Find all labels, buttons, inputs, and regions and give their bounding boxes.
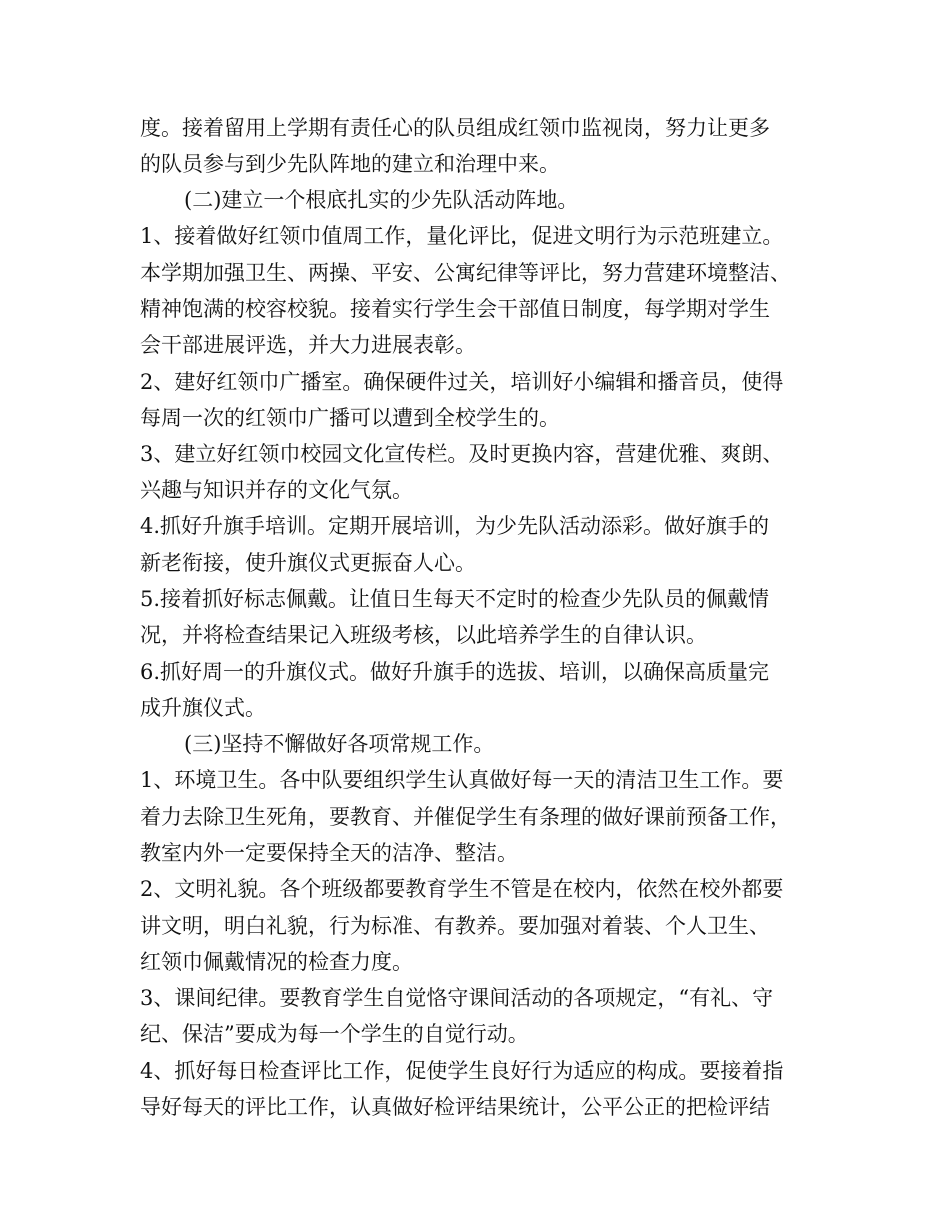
paragraph-line: 4、抓好每日检查评比工作，促使学生良好行为适应的构成。要接着指 [140,1059,784,1083]
paragraph-line: 讲文明，明白礼貌，行为标准、有教养。要加强对着装、个人卫生、 [140,914,770,938]
paragraph-line: 着力去除卫生死角，要教育、并催促学生有条理的做好课前预备工作， [140,805,791,829]
paragraph-line: 成升旗仪式。 [140,696,266,720]
paragraph-line: 2、建好红领巾广播室。确保硬件过关，培训好小编辑和播音员，使得 [140,370,784,394]
paragraph-line: 度。接着留用上学期有责任心的队员组成红领巾监视岗，努力让更多 [140,116,770,140]
section-heading: (二)建立一个根底扎实的少先队活动阵地。 [184,188,579,212]
paragraph-line: 本学期加强卫生、两操、平安、公寓纪律等评比，努力营建环境整洁、 [140,261,791,285]
paragraph-line: 4.抓好升旗手培训。定期开展培训，为少先队活动添彩。做好旗手的 [140,514,770,538]
paragraph-line: 2、文明礼貌。各个班级都要教育学生不管是在校内，依然在校外都要 [140,877,784,901]
paragraph-line: 导好每天的评比工作，认真做好检评结果统计，公平公正的把检评结 [140,1095,770,1119]
paragraph-line: 精神饱满的校容校貌。接着实行学生会干部值日制度，每学期对学生 [140,297,770,321]
paragraph-line: 纪、保洁”要成为每一个学生的自觉行动。 [140,1022,529,1046]
paragraph-line: 6.抓好周一的升旗仪式。做好升旗手的选拔、培训，以确保高质量完 [140,660,770,684]
paragraph-line: 的队员参与到少先队阵地的建立和治理中来。 [140,152,560,176]
paragraph-line: 兴趣与知识并存的文化气氛。 [140,478,413,502]
paragraph-line: 1、接着做好红领巾值周工作，量化评比，促进文明行为示范班建立。 [140,224,784,248]
paragraph-line: 新老衔接，使升旗仪式更振奋人心。 [140,551,476,575]
paragraph-line: 5.接着抓好标志佩戴。让值日生每天不定时的检查少先队员的佩戴情 [140,587,770,611]
paragraph-line: 红领巾佩戴情况的检查力度。 [140,950,413,974]
paragraph-line: 3、建立好红领巾校园文化宣传栏。及时更换内容，营建优雅、爽朗、 [140,442,784,466]
paragraph-line: 3、课间纪律。要教育学生自觉恪守课间活动的各项规定，“有礼、守 [140,986,774,1010]
paragraph-line: 会干部进展评选，并大力进展表彰。 [140,333,476,357]
paragraph-line: 况，并将检查结果记入班级考核，以此培养学生的自律认识。 [140,623,707,647]
section-heading: (三)坚持不懈做好各项常规工作。 [184,732,495,756]
paragraph-line: 每周一次的红领巾广播可以遭到全校学生的。 [140,406,560,430]
paragraph-line: 教室内外一定要保持全天的洁净、整洁。 [140,841,518,865]
paragraph-line: 1、环境卫生。各中队要组织学生认真做好每一天的清洁卫生工作。要 [140,768,784,792]
